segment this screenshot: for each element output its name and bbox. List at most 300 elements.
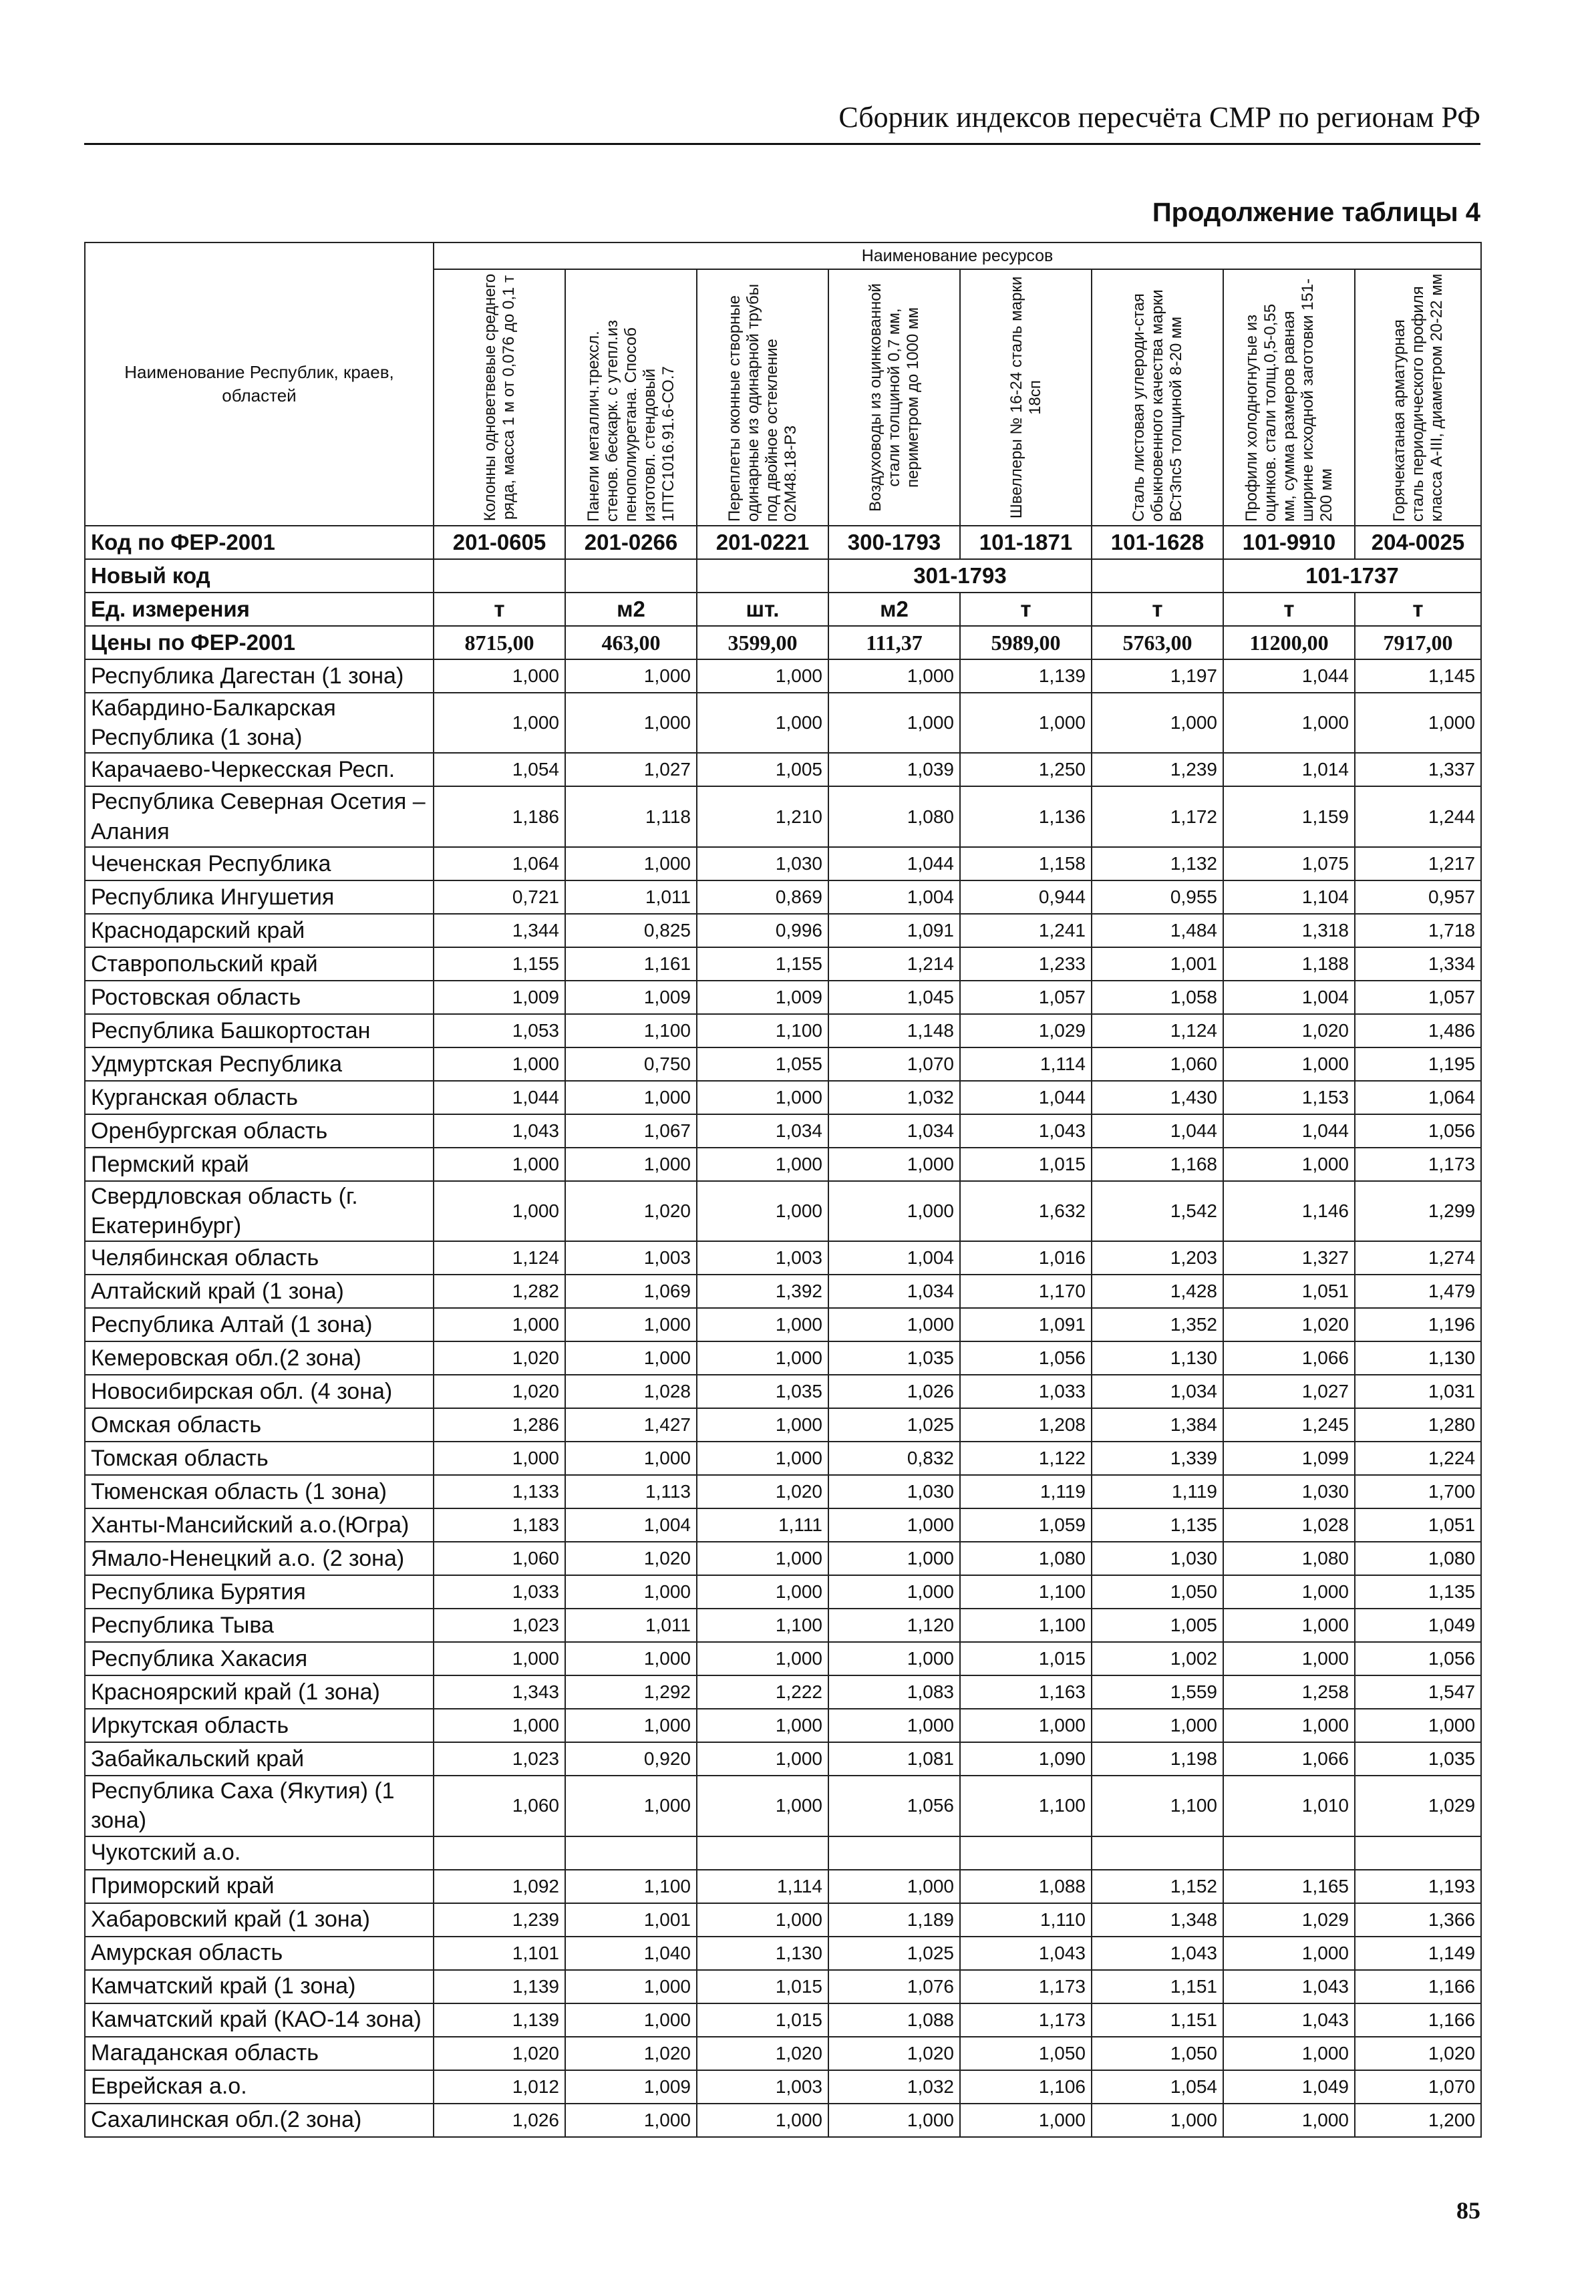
coefficient-cell: 1,151: [1092, 2003, 1223, 2037]
table-row: [85, 1742, 1481, 1776]
coefficient-cell: 1,000: [1223, 1709, 1355, 1742]
coefficient-cell: 1,015: [960, 1642, 1092, 1675]
coefficient-cell: 1,318: [1223, 914, 1355, 947]
coefficient-cell: 1,092: [434, 1870, 565, 1903]
coefficient-cell: 1,020: [1223, 1014, 1355, 1047]
coefficient-cell: 1,029: [1355, 1776, 1481, 1836]
region-name: Республика Ингушетия: [85, 880, 434, 914]
region-name: Ханты-Мансийский а.о.(Югра): [85, 1508, 434, 1542]
coefficient-cell: 1,000: [697, 1903, 828, 1937]
coefficient-cell: 1,000: [565, 1642, 697, 1675]
coefficient-cell: 1,000: [828, 1575, 960, 1609]
coefficient-cell: 1,000: [828, 693, 960, 753]
new-code-cell: [434, 559, 565, 593]
coefficient-cell: 1,149: [1355, 1937, 1481, 1970]
table-row: [85, 1508, 1481, 1542]
coefficient-cell: 1,000: [565, 2104, 697, 2137]
coefficient-cell: 1,003: [565, 1241, 697, 1275]
coefficient-cell: 1,069: [565, 1275, 697, 1308]
coefficient-cell: 1,000: [1355, 1709, 1481, 1742]
coefficient-cell: 1,000: [434, 1308, 565, 1341]
price-cell: 111,37: [828, 626, 960, 659]
coefficient-cell: 1,118: [565, 786, 697, 846]
fer-code-cell: 201-0221: [697, 526, 828, 559]
table-row: [85, 1308, 1481, 1341]
coefficient-cell: 1,034: [828, 1275, 960, 1308]
coefficient-cell: 0,955: [1092, 880, 1223, 914]
resource-name-header: [434, 269, 565, 526]
coefficient-cell: 1,136: [960, 786, 1092, 846]
coefficient-cell: 0,920: [565, 1742, 697, 1776]
coefficient-cell: 1,198: [1092, 1742, 1223, 1776]
coefficient-cell: 1,145: [1355, 659, 1481, 693]
new-code-cell: [697, 559, 828, 593]
coefficient-cell: 1,486: [1355, 1014, 1481, 1047]
coefficient-cell: 1,030: [828, 1475, 960, 1508]
coefficient-cell: 1,056: [1355, 1114, 1481, 1148]
coefficient-cell: 1,058: [1092, 981, 1223, 1014]
coefficient-cell: 1,075: [1223, 847, 1355, 880]
coefficient-cell: 1,186: [434, 786, 565, 846]
coefficient-cell: 1,000: [697, 693, 828, 753]
coefficient-cell: [697, 1836, 828, 1870]
coefficient-cell: 1,000: [697, 1148, 828, 1181]
coefficient-cell: 1,139: [434, 1970, 565, 2003]
coefficient-cell: 1,026: [434, 2104, 565, 2137]
coefficient-cell: 1,023: [434, 1609, 565, 1642]
coefficient-cell: 1,166: [1355, 1970, 1481, 2003]
coefficient-cell: 1,034: [1092, 1375, 1223, 1408]
coefficient-cell: 1,070: [828, 1047, 960, 1081]
table-row: [85, 1408, 1481, 1442]
coefficient-cell: 1,020: [565, 1542, 697, 1575]
coefficient-cell: 0,996: [697, 914, 828, 947]
coefficient-cell: 1,015: [697, 1970, 828, 2003]
coefficient-cell: 1,139: [434, 2003, 565, 2037]
coefficient-cell: 1,110: [960, 1903, 1092, 1937]
coefficient-cell: 1,035: [1355, 1742, 1481, 1776]
region-name: Карачаево-Черкесская Респ.: [85, 753, 434, 786]
table-row: [85, 786, 1481, 846]
coefficient-cell: 1,208: [960, 1408, 1092, 1442]
coefficient-cell: 1,000: [960, 693, 1092, 753]
coefficient-cell: 1,020: [697, 1475, 828, 1508]
coefficient-cell: 1,031: [1355, 1375, 1481, 1408]
coefficient-cell: 0,825: [565, 914, 697, 947]
coefficient-cell: 1,104: [1223, 880, 1355, 914]
coefficient-cell: 1,352: [1092, 1308, 1223, 1341]
resource-name-text: Колонны одноветвевые среднего ряда, масса 1 м от 0,076 до 0,1 т: [480, 273, 518, 522]
coefficient-cell: 1,066: [1223, 1341, 1355, 1375]
table-row: [85, 1836, 1481, 1870]
coefficient-cell: 1,210: [697, 786, 828, 846]
coefficient-cell: 1,000: [1223, 2104, 1355, 2137]
region-name: Ямало-Ненецкий а.о. (2 зона): [85, 1542, 434, 1575]
coefficient-cell: 1,000: [697, 1341, 828, 1375]
coefficient-cell: 1,043: [960, 1937, 1092, 1970]
coefficient-cell: 1,020: [697, 2037, 828, 2070]
region-name: Магаданская область: [85, 2037, 434, 2070]
fer-code-cell: 201-0605: [434, 526, 565, 559]
coefficient-cell: 1,165: [1223, 1870, 1355, 1903]
coefficient-cell: 1,000: [697, 1181, 828, 1241]
coefficient-cell: 1,343: [434, 1675, 565, 1709]
coefficient-cell: 1,011: [565, 1609, 697, 1642]
table-row: [85, 1870, 1481, 1903]
coefficient-cell: 1,153: [1223, 1081, 1355, 1114]
coefficient-cell: 1,000: [697, 1308, 828, 1341]
resource-name-text: Переплеты оконные створные одинарные из одинарной трубы под двойное остекление 02М48.18-Р3: [725, 284, 800, 522]
coefficient-cell: 1,542: [1092, 1181, 1223, 1241]
coefficient-cell: 1,327: [1223, 1241, 1355, 1275]
coefficient-cell: 0,832: [828, 1442, 960, 1475]
coefficient-cell: 1,000: [697, 1442, 828, 1475]
coefficient-cell: 1,163: [960, 1675, 1092, 1709]
coefficient-cell: 1,044: [960, 1081, 1092, 1114]
coefficient-cell: 1,000: [565, 1081, 697, 1114]
resource-name-text: Сталь листовая углероди-стая обыкновенного качества марки ВСт3пс5 толщиной 8-20 мм: [1129, 289, 1185, 522]
coefficient-cell: 1,151: [1092, 1970, 1223, 2003]
coefficient-cell: 1,203: [1092, 1241, 1223, 1275]
table-row: [85, 1903, 1481, 1937]
coefficient-cell: 1,200: [1355, 2104, 1481, 2137]
coefficient-cell: 1,632: [960, 1181, 1092, 1241]
coefficient-cell: 1,034: [697, 1114, 828, 1148]
coefficient-cell: 1,020: [434, 1341, 565, 1375]
table-row: [85, 1341, 1481, 1375]
coefficient-cell: 0,721: [434, 880, 565, 914]
coefficient-cell: 1,015: [960, 1148, 1092, 1181]
resource-name-text: Горячекатаная арматурная сталь периодического профиля класса А-III, диаметром 20-22 мм: [1390, 273, 1446, 522]
new-code-cell: [1092, 559, 1223, 593]
coefficient-cell: 1,029: [1223, 1903, 1355, 1937]
coefficient-cell: 1,028: [1223, 1508, 1355, 1542]
unit-cell: т: [1355, 593, 1481, 626]
coefficient-cell: 1,000: [434, 1148, 565, 1181]
coefficient-cell: 1,183: [434, 1508, 565, 1542]
coefficient-cell: 1,168: [1092, 1148, 1223, 1181]
coefficient-cell: 1,101: [434, 1937, 565, 1970]
table-row: [85, 1542, 1481, 1575]
coefficient-cell: 1,000: [1223, 2037, 1355, 2070]
coefficient-cell: 1,034: [828, 1114, 960, 1148]
unit-cell: шт.: [697, 593, 828, 626]
coefficient-cell: 1,000: [1223, 693, 1355, 753]
coefficient-cell: 1,080: [1223, 1542, 1355, 1575]
coefficient-cell: 1,045: [828, 981, 960, 1014]
coefficient-cell: 1,000: [565, 1442, 697, 1475]
coefficient-cell: 1,043: [1223, 1970, 1355, 2003]
coefficient-cell: 1,133: [434, 1475, 565, 1508]
coefficient-cell: 1,100: [960, 1609, 1092, 1642]
coefficient-cell: 1,158: [960, 847, 1092, 880]
table-row: [85, 1609, 1481, 1642]
coefficient-cell: 1,000: [565, 1709, 697, 1742]
coefficient-cell: 1,043: [1223, 2003, 1355, 2037]
coefficient-cell: 1,020: [434, 1375, 565, 1408]
coefficient-cell: 1,020: [828, 2037, 960, 2070]
coefficient-cell: 1,027: [1223, 1375, 1355, 1408]
region-name: Иркутская область: [85, 1709, 434, 1742]
coefficient-cell: 1,000: [697, 1776, 828, 1836]
coefficient-cell: 1,043: [434, 1114, 565, 1148]
coefficient-cell: 1,000: [697, 1542, 828, 1575]
coefficient-cell: 1,029: [960, 1014, 1092, 1047]
coefficient-cell: 1,051: [1223, 1275, 1355, 1308]
coefficient-cell: 1,718: [1355, 914, 1481, 947]
region-name: Алтайский край (1 зона): [85, 1275, 434, 1308]
region-name: Сахалинская обл.(2 зона): [85, 2104, 434, 2137]
coefficient-cell: 1,222: [697, 1675, 828, 1709]
coefficient-cell: 1,027: [565, 753, 697, 786]
table-row: [85, 847, 1481, 880]
region-name: Томская область: [85, 1442, 434, 1475]
coefficient-cell: 1,000: [1092, 1709, 1223, 1742]
coefficient-cell: 1,030: [697, 847, 828, 880]
coefficient-cell: 1,000: [1092, 2104, 1223, 2137]
coefficient-cell: 1,344: [434, 914, 565, 947]
coefficient-cell: 1,083: [828, 1675, 960, 1709]
coefficient-cell: 1,547: [1355, 1675, 1481, 1709]
coefficient-cell: 0,957: [1355, 880, 1481, 914]
table-row: [85, 1114, 1481, 1148]
coefficient-cell: 1,064: [434, 847, 565, 880]
table-row: [85, 1642, 1481, 1675]
coefficient-cell: 1,009: [565, 2070, 697, 2104]
coefficient-cell: 1,035: [697, 1375, 828, 1408]
header-rule: [84, 143, 1480, 145]
region-name: Чеченская Республика: [85, 847, 434, 880]
coefficient-cell: 1,000: [434, 1709, 565, 1742]
coefficient-cell: 1,053: [434, 1014, 565, 1047]
coefficient-cell: 1,000: [960, 2104, 1092, 2137]
table-row: [85, 981, 1481, 1014]
table-row: [85, 1081, 1481, 1114]
coefficient-cell: 1,056: [828, 1776, 960, 1836]
coefficient-cell: 1,004: [1223, 981, 1355, 1014]
price-cell: 5763,00: [1092, 626, 1223, 659]
region-name: Камчатский край (1 зона): [85, 1970, 434, 2003]
coefficient-cell: 1,004: [828, 1241, 960, 1275]
coefficient-cell: 1,020: [434, 2037, 565, 2070]
coefficient-cell: 1,430: [1092, 1081, 1223, 1114]
coefficient-cell: 1,244: [1355, 786, 1481, 846]
price-cell: 11200,00: [1223, 626, 1355, 659]
coefficient-cell: 1,106: [960, 2070, 1092, 2104]
coefficient-cell: 1,032: [828, 1081, 960, 1114]
region-name: Республика Башкортостан: [85, 1014, 434, 1047]
resource-name-header: [960, 269, 1092, 526]
coefficient-cell: 1,000: [1355, 693, 1481, 753]
coefficient-cell: 1,000: [828, 1181, 960, 1241]
coefficient-cell: 1,000: [1223, 1642, 1355, 1675]
coefficient-cell: 1,049: [1223, 2070, 1355, 2104]
coefficient-cell: 1,014: [1223, 753, 1355, 786]
coefficient-cell: 1,026: [828, 1375, 960, 1408]
coefficient-cell: 1,122: [960, 1442, 1092, 1475]
coefficient-cell: 1,172: [1092, 786, 1223, 846]
coefficient-cell: 1,120: [828, 1609, 960, 1642]
coefficient-cell: 1,039: [828, 753, 960, 786]
coefficient-cell: 1,009: [697, 981, 828, 1014]
coefficient-cell: 1,000: [565, 1575, 697, 1609]
region-name: Республика Саха (Якутия) (1 зона): [85, 1776, 434, 1836]
coefficient-cell: 1,392: [697, 1275, 828, 1308]
coefficient-cell: 1,025: [828, 1408, 960, 1442]
table-row: [85, 914, 1481, 947]
table-row: [85, 1375, 1481, 1408]
region-name: Курганская область: [85, 1081, 434, 1114]
region-name: Республика Алтай (1 зона): [85, 1308, 434, 1341]
region-name: Приморский край: [85, 1870, 434, 1903]
coefficient-cell: 1,020: [1355, 2037, 1481, 2070]
coefficient-cell: 1,700: [1355, 1475, 1481, 1508]
coefficient-cell: 1,146: [1223, 1181, 1355, 1241]
coefficient-cell: 1,051: [1355, 1508, 1481, 1542]
resource-name-text: Профили холодногнутые из оцинков. стали толщ.0,5-0,55 мм, сумма размеров равная ширине исходной заготовки 151-200 мм: [1242, 278, 1335, 522]
table-row: [85, 2037, 1481, 2070]
table-continuation-title: Продолжение таблицы 4: [1152, 198, 1480, 227]
coefficient-cell: 1,000: [565, 659, 697, 693]
region-name: Ставропольский край: [85, 947, 434, 981]
coefficient-cell: [565, 1836, 697, 1870]
coefficient-cell: 1,000: [565, 1776, 697, 1836]
coefficient-cell: 1,119: [1092, 1475, 1223, 1508]
coefficient-cell: 1,000: [697, 1642, 828, 1675]
coefficient-cell: 1,032: [828, 2070, 960, 2104]
resource-name-header: [828, 269, 960, 526]
coefficient-cell: 1,100: [565, 1870, 697, 1903]
fer-code-cell: 300-1793: [828, 526, 960, 559]
resource-name-text: Панели металлич.трехсл. стенов. бескарк. с утепл.из пенополиуретана. Способ изготовл. стендовый 1ПТС1016.91.6-СО.7: [584, 320, 677, 522]
resource-name-text: Воздуховоды из оцинкованной стали толщиной 0,7 мм, периметром до 1000 мм: [866, 283, 922, 512]
coefficient-cell: 0,944: [960, 880, 1092, 914]
table-row: [85, 1776, 1481, 1836]
coefficient-cell: 1,055: [697, 1047, 828, 1081]
coefficient-cell: 1,009: [434, 981, 565, 1014]
coefficient-table: [84, 242, 1482, 2138]
coefficient-cell: 1,559: [1092, 1675, 1223, 1709]
coefficient-cell: 1,000: [828, 1870, 960, 1903]
coefficient-cell: 1,282: [434, 1275, 565, 1308]
coefficient-cell: 1,000: [828, 1148, 960, 1181]
unit-cell: т: [1223, 593, 1355, 626]
coefficient-cell: 1,193: [1355, 1870, 1481, 1903]
region-name: Республика Бурятия: [85, 1575, 434, 1609]
coefficient-cell: 1,428: [1092, 1275, 1223, 1308]
coefficient-cell: 1,004: [565, 1508, 697, 1542]
coefficient-cell: 1,239: [434, 1903, 565, 1937]
coefficient-cell: 1,000: [1223, 1575, 1355, 1609]
new-code-label: Новый код: [85, 559, 434, 593]
coefficient-cell: 1,119: [960, 1475, 1092, 1508]
coefficient-cell: 1,000: [434, 659, 565, 693]
table-row: [85, 659, 1481, 693]
new-code-cell: [565, 559, 697, 593]
coefficient-cell: 1,088: [960, 1870, 1092, 1903]
coefficient-cell: 1,080: [960, 1542, 1092, 1575]
new-code-cell: 101-1737: [1223, 559, 1481, 593]
fer-code-cell: 201-0266: [565, 526, 697, 559]
coefficient-cell: 1,081: [828, 1742, 960, 1776]
resource-name-header: [565, 269, 697, 526]
coefficient-cell: 1,188: [1223, 947, 1355, 981]
coefficient-cell: 1,050: [960, 2037, 1092, 2070]
fer-code-label: Код по ФЕР-2001: [85, 526, 434, 559]
coefficient-cell: 1,189: [828, 1903, 960, 1937]
coefficient-cell: 1,233: [960, 947, 1092, 981]
coefficient-cell: [828, 1836, 960, 1870]
coefficient-cell: 1,224: [1355, 1442, 1481, 1475]
coefficient-cell: 1,080: [1355, 1542, 1481, 1575]
coefficient-cell: 1,000: [828, 1709, 960, 1742]
coefficient-cell: 1,148: [828, 1014, 960, 1047]
coefficient-cell: 1,484: [1092, 914, 1223, 947]
fer-code-cell: 204-0025: [1355, 526, 1481, 559]
fer-code-cell: 101-1628: [1092, 526, 1223, 559]
table-row: [85, 1475, 1481, 1508]
coefficient-cell: 1,000: [697, 2104, 828, 2137]
coefficient-cell: 1,135: [1092, 1508, 1223, 1542]
coefficient-cell: 1,015: [697, 2003, 828, 2037]
coefficient-cell: 1,003: [697, 2070, 828, 2104]
coefficient-cell: 1,000: [960, 1709, 1092, 1742]
coefficient-cell: 1,088: [828, 2003, 960, 2037]
coefficient-cell: 1,060: [434, 1542, 565, 1575]
coefficient-cell: 1,000: [434, 1642, 565, 1675]
table-row: [85, 2003, 1481, 2037]
coefficient-cell: 1,067: [565, 1114, 697, 1148]
table-row: [85, 1047, 1481, 1081]
coefficient-cell: 1,000: [697, 659, 828, 693]
coefficient-cell: 0,869: [697, 880, 828, 914]
coefficient-cell: 1,479: [1355, 1275, 1481, 1308]
coefficient-cell: 0,750: [565, 1047, 697, 1081]
coefficient-cell: 1,132: [1092, 847, 1223, 880]
coefficient-cell: [1223, 1836, 1355, 1870]
coefficient-cell: 1,076: [828, 1970, 960, 2003]
coefficient-cell: 1,195: [1355, 1047, 1481, 1081]
coefficient-cell: 1,099: [1223, 1442, 1355, 1475]
table-row: [85, 1442, 1481, 1475]
coefficient-cell: 1,114: [960, 1047, 1092, 1081]
region-name: Тюменская область (1 зона): [85, 1475, 434, 1508]
coefficient-cell: 1,002: [1092, 1642, 1223, 1675]
coefficient-cell: 1,155: [697, 947, 828, 981]
coefficient-cell: 1,050: [1092, 1575, 1223, 1609]
coefficient-cell: 1,000: [828, 659, 960, 693]
unit-label: Ед. измерения: [85, 593, 434, 626]
coefficient-cell: [1092, 1836, 1223, 1870]
coefficient-cell: 1,044: [1223, 659, 1355, 693]
region-name: Республика Хакасия: [85, 1642, 434, 1675]
coefficient-cell: 1,025: [828, 1937, 960, 1970]
coefficient-cell: 1,000: [565, 1341, 697, 1375]
coefficient-cell: 1,000: [434, 693, 565, 753]
coefficient-cell: 1,000: [828, 1308, 960, 1341]
coefficient-cell: 1,214: [828, 947, 960, 981]
table-row: [85, 693, 1481, 753]
unit-cell: т: [1092, 593, 1223, 626]
coefficient-cell: 1,000: [828, 1508, 960, 1542]
coefficient-cell: 1,070: [1355, 2070, 1481, 2104]
region-name: Кабардино-Балкарская Республика (1 зона): [85, 693, 434, 753]
price-cell: 7917,00: [1355, 626, 1481, 659]
coefficient-cell: 1,056: [960, 1341, 1092, 1375]
coefficient-cell: 1,044: [1092, 1114, 1223, 1148]
coefficient-cell: 1,033: [434, 1575, 565, 1609]
resource-name-header: [697, 269, 828, 526]
